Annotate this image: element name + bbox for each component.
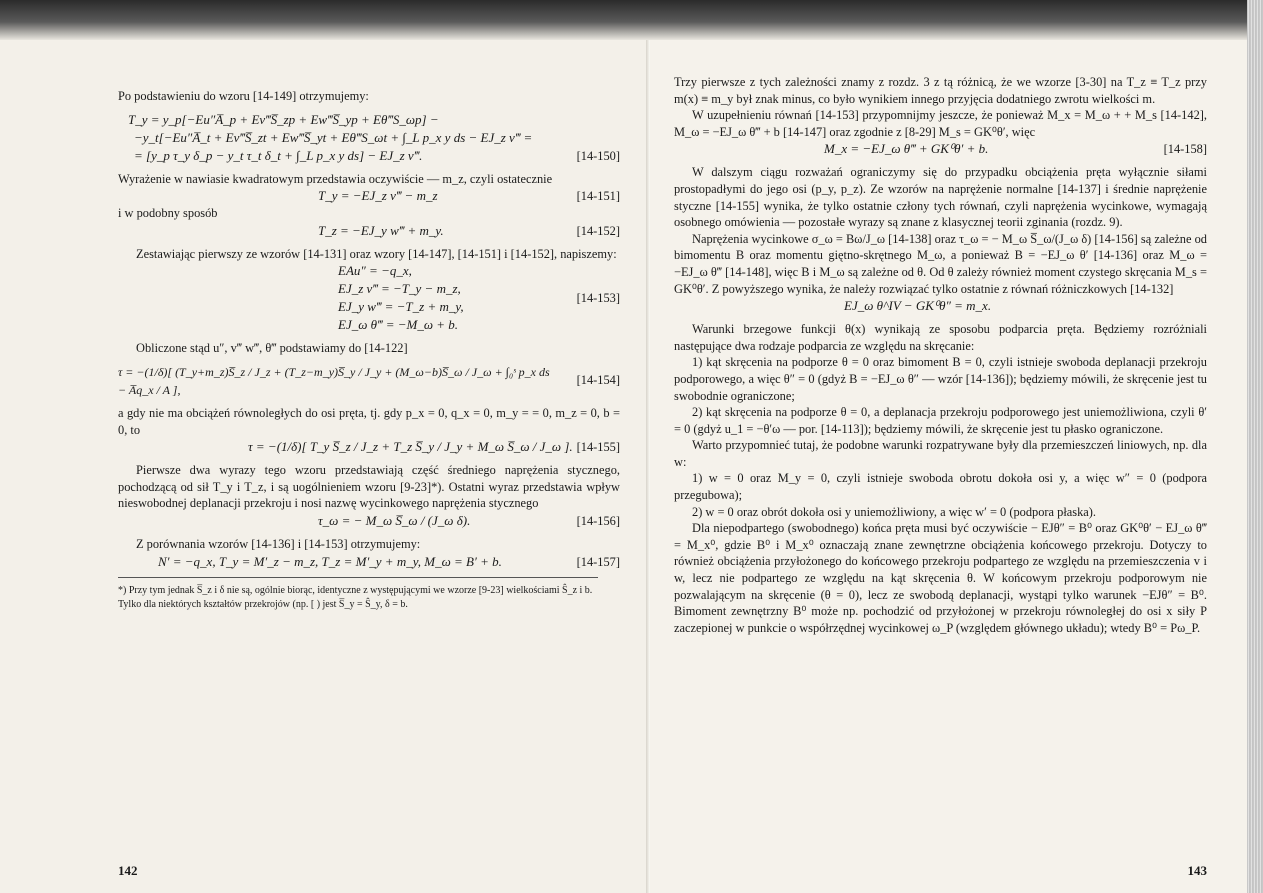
paragraph: Po podstawieniu do wzoru [14-149] otrzymujemy: xyxy=(118,89,369,103)
footnote: *) Przy tym jednak S̅_z i δ nie są, ogólnie biorąc, identyczne z występującymi we wzorze [9-23] wielkościami Ŝ_z i b. Tylko dla niektórych kształtów przekrojów (np. [ ) jest S̅_y = Ŝ_y, δ = b. xyxy=(118,577,598,612)
equation-number: [14-150] xyxy=(576,148,620,163)
paragraph: 1) kąt skręcenia na podporze θ = 0 oraz bimoment B = 0, czyli istnieje swoboda deplanacji przekroju podporowego, a więc θ″ = 0 (gdyż B = −EJ_ω θ″ — wzór [14-136]); będziemy mówili, że skręcenie jest tu swobodnie ograniczone; xyxy=(674,355,1207,403)
paragraph: 1) w = 0 oraz M_y = 0, czyli istnieje swoboda obrotu dokoła osi y, a więc w″ = 0 (podpora przegubowa); xyxy=(674,471,1207,503)
right-page xyxy=(650,40,1263,893)
paragraph: 2) kąt skręcenia na podporze θ = 0, a deplanacja przekroju podporowego jest uniemożliwiona, czyli θ′ = 0 (gdyż u_1 = −θ′ω — por. [14-113]); będziemy mówili, że skręcenie jest tu płasko ograniczone. xyxy=(674,405,1207,436)
paragraph: Pierwsze dwa wyrazy tego wzoru przedstawiają część średniego naprężenia stycznego, pochodzącą od sił T_y i T_z, i są uogólnieniem wzoru [9-23]*). Ostatni wyraz przedstawia wpływ nieswobodnej deplanacji przekroju i nosi nazwę wycinkowego naprężenia stycznego xyxy=(118,463,620,511)
equation-number: [14-156] xyxy=(576,513,620,528)
paragraph: a gdy nie ma obciążeń równoległych do osi pręta, tj. gdy p_x = 0, q_x = 0, m_y = = 0, m_z = 0, b = 0, to xyxy=(118,405,620,437)
equation-number: [14-157] xyxy=(576,554,620,569)
paragraph: W dalszym ciągu rozważań ograniczymy się do przypadku obciążenia pręta wyłącznie siłami prostopadłymi do jego osi (p_y, p_z). Ze wzorów na naprężenie normalne [14-137] i średnie naprężenie styczne [14-155] wynika, że tylko ostatnie człony tych równań, czyli naprężenia wycinkowe, wymagają osobnego omówienia — pozostałe wyrazy są znane z klasycznej teorii zginania (rozdz. 9). xyxy=(674,165,1207,230)
equation-14-152: T_z = −EJ_y w‴ + m_y. [14-152] xyxy=(318,222,620,238)
equation-number: [14-152] xyxy=(576,223,620,238)
equation-14-151: T_y = −EJ_z v‴ − m_z [14-151] xyxy=(318,188,620,204)
equation-14-154: τ = −(1/δ)[ (T_y+m_z)S̅_z / J_z + (T_z−m_y)S̅_y / J_y + (M_ω−b)S̅_ω / J_ω + ∫₀ˢ p_x ds − A̅q_x / A ], [14-154] xyxy=(118,364,620,397)
equation-14-158: M_x = −EJ_ω θ‴ + GK⁰θ′ + b. [14-158] xyxy=(824,141,1207,157)
page-number: 142 xyxy=(118,863,138,878)
equation-number: [14-153] xyxy=(576,291,620,306)
page-number: 143 xyxy=(1187,863,1207,878)
equation-14-153: EAu″ = −q_x, EJ_z v‴ = −T_y − m_z, EJ_y w‴ = −T_z + m_y, EJ_ω θ‴ = −M_ω + b. [14-153] xyxy=(338,263,620,333)
equation-14-156: τ_ω = − M_ω S̅_ω / (J_ω δ). [14-156] xyxy=(318,512,620,528)
equation-14-132: EJ_ω θ^IV − GK⁰θ″ = m_x. xyxy=(844,298,992,314)
equation-14-150: T_y = y_p[−Eu″A̅_p + Ev‴S̅_zp + Ew‴S̅_yp + Eθ‴S_ωp] − −y_t[−Eu″A̅_t + Ev‴S̅_zt + Ew‴S̅_yt + Eθ‴S_ωt + ∫_L p_x y ds − EJ_z v‴ = = [y_p τ_y δ_p − y_t τ_t δ_t + ∫_L p_x y ds] − EJ_z v‴. [14-150] xyxy=(128,111,620,163)
paragraph: Obliczone stąd u″, v‴ w‴, θ‴ podstawiamy do [14-122] xyxy=(136,341,408,356)
left-page xyxy=(0,40,650,893)
equation-number: [14-158] xyxy=(1163,142,1207,157)
paragraph: Trzy pierwsze z tych zależności znamy z rozdz. 3 z tą różnicą, że we wzorze [3-30] na T_z ≡ T_z przy m(x) ≡ m_y był znak minus, co było wynikiem innego przyjęcia dodatniego zwrotu wielkości m. xyxy=(674,75,1207,106)
page-edges xyxy=(1247,0,1263,893)
paragraph: Zestawiając pierwszy ze wzorów [14-131] oraz wzory [14-147], [14-151] i [14-152], napiszemy: xyxy=(136,246,617,261)
equation-14-155: τ = −(1/δ)[ T_y S̅_z / J_z + T_z S̅_y / J_y + M_ω S̅_ω / J_ω ]. [14-155] xyxy=(248,439,620,455)
paragraph: Wyrażenie w nawiasie kwadratowym przedstawia oczywiście — m_z, czyli ostatecznie xyxy=(118,171,553,186)
paragraph: 2) w = 0 oraz obrót dokoła osi y uniemożliwiony, a więc w′ = 0 (podpora płaska). xyxy=(692,504,1097,519)
paragraph: Dla niepodpartego (swobodnego) końca pręta musi być oczywiście − EJθ″ = B⁰ oraz GK⁰θ′ − EJ_ω θ‴ = M_x⁰, gdzie B⁰ i M_x⁰ oznaczają znane zewnętrzne obciążenia końcowego przekroju. Dotyczy to również obciążenia przyłożonego do końcowego przekroju podpartego ze względu na przemieszczenia v i w, lecz nie podpartego ze względu na kąt skręcenia θ. W końcowym przekroju podporowym nie pozwalającym na skręcenie (θ = 0), lecz ze swobodą deplanacji, wystąpi tylko warunek −EJθ″ = B⁰. Bimoment zewnętrzny B⁰ może np. pochodzić od przyłożonej w przekroju równoległej do osi x siły P zaczepionej w punkcie o współrzędnej wycinkowej ω_P (względem głównego układu); wtedy B⁰ = Pω_P. xyxy=(674,521,1207,635)
paragraph: Naprężenia wycinkowe σ_ω = Bω/J_ω [14-138] oraz τ_ω = − M_ω S̅_ω/(J_ω δ) [14-156] są zależne od bimomentu B oraz momentu giętno-skrętnego M_ω, a ponieważ B = −EJ_ω θ′ [14-136] oraz M_ω = −EJ_ω θ‴ [14-148], więc B i M_ω są zależne od θ. Od θ zależy również moment czystego skręcania M_s = GK⁰θ′. Z powyższego wynika, że należy rozwiązać tylko ostatnie z równań różniczkowych [14-132] xyxy=(674,231,1207,296)
paragraph: W uzupełnieniu równań [14-153] przypomnijmy jeszcze, że ponieważ M_x = M_ω + + M_s [14-142], M_ω = −EJ_ω θ‴ + b [14-147] oraz zgodnie z [8-29] M_s = GK⁰θ′, więc xyxy=(674,108,1207,139)
paragraph: Z porównania wzorów [14-136] i [14-153] otrzymujemy: xyxy=(136,536,421,551)
equation-14-157: N′ = −q_x, T_y = M′_z − m_z, T_z = M′_y + m_y, M_ω = B′ + b. [14-157] xyxy=(158,553,620,569)
equation-number: [14-154] xyxy=(576,372,620,387)
paragraph: i w podobny sposób xyxy=(118,206,218,221)
equation-number: [14-151] xyxy=(576,189,620,204)
equation-number: [14-155] xyxy=(576,440,620,455)
paragraph: Warto przypomnieć tutaj, że podobne warunki rozpatrywane były dla przemieszczeń liniowych, np. dla w: xyxy=(674,438,1207,469)
paragraph: Warunki brzegowe funkcji θ(x) wynikają ze sposobu podparcia pręta. Będziemy rozróżniali następujące dwa rodzaje podparcia ze względu na skręcanie: xyxy=(674,322,1207,353)
